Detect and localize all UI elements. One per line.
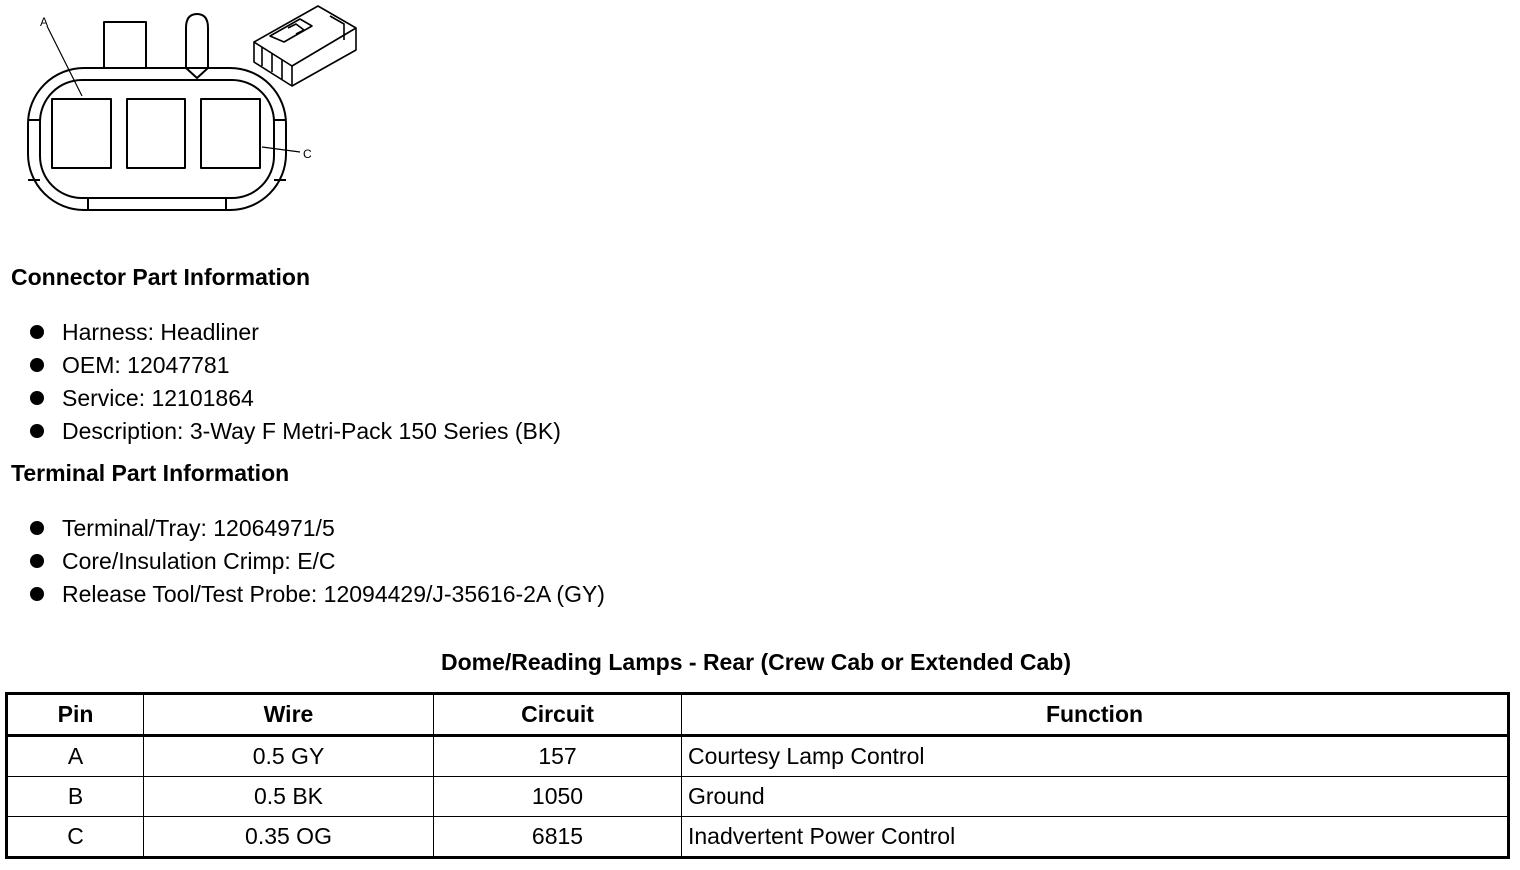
- header-pin: Pin: [7, 694, 144, 736]
- cell-function: Courtesy Lamp Control: [682, 736, 1509, 777]
- cell-function: Ground: [682, 777, 1509, 817]
- cavity-c: [201, 99, 260, 168]
- cell-circuit: 6815: [434, 817, 682, 858]
- pin-label-c: C: [303, 147, 312, 161]
- pin-label-a: A: [40, 15, 49, 29]
- list-item: Core/Insulation Crimp: E/C: [30, 546, 605, 579]
- bullet-icon: [30, 325, 44, 339]
- cell-wire: 0.5 GY: [144, 736, 434, 777]
- cell-pin: A: [7, 736, 144, 777]
- connector-housing-outer: [28, 68, 286, 210]
- cell-pin: C: [7, 817, 144, 858]
- connector-tab-left: [104, 22, 146, 68]
- list-item: Description: 3-Way F Metri-Pack 150 Series (BK): [30, 416, 561, 449]
- connector-isometric-icon: [254, 6, 356, 86]
- connector-part-info-heading: Connector Part Information: [11, 264, 311, 290]
- connector-part-info-list: [30, 317, 561, 449]
- bullet-icon: [30, 554, 44, 568]
- pinout-table: [5, 692, 1510, 859]
- table-row: [7, 777, 1509, 817]
- list-item: OEM: 12047781: [30, 350, 561, 383]
- list-item: Terminal/Tray: 12064971/5: [30, 513, 605, 546]
- list-item: Service: 12101864: [30, 383, 561, 416]
- table-row: [7, 736, 1509, 777]
- cavity-a: [52, 99, 111, 168]
- bullet-icon: [30, 358, 44, 372]
- cell-circuit: 1050: [434, 777, 682, 817]
- cell-pin: B: [7, 777, 144, 817]
- cavity-b: [127, 99, 185, 168]
- cell-wire: 0.5 BK: [144, 777, 434, 817]
- header-wire: Wire: [144, 694, 434, 736]
- cell-function: Inadvertent Power Control: [682, 817, 1509, 858]
- terminal-part-info-heading: Terminal Part Information: [11, 460, 290, 486]
- header-circuit: Circuit: [434, 694, 682, 736]
- connector-key-peg: [186, 14, 208, 68]
- connector-housing-inner: [40, 80, 274, 198]
- table-header-row: [7, 694, 1509, 736]
- list-item: Harness: Headliner: [30, 317, 561, 350]
- cell-circuit: 157: [434, 736, 682, 777]
- list-item: Release Tool/Test Probe: 12094429/J-35616-2A (GY): [30, 579, 605, 612]
- bullet-icon: [30, 391, 44, 405]
- table-row: [7, 817, 1509, 858]
- cell-wire: 0.35 OG: [144, 817, 434, 858]
- bullet-icon: [30, 587, 44, 601]
- header-function: Function: [682, 694, 1509, 736]
- bullet-icon: [30, 424, 44, 438]
- terminal-part-info-list: [30, 513, 605, 612]
- bullet-icon: [30, 521, 44, 535]
- connector-diagram: [0, 0, 370, 220]
- pinout-table-title: Dome/Reading Lamps - Rear (Crew Cab or Extended Cab): [440, 649, 1072, 675]
